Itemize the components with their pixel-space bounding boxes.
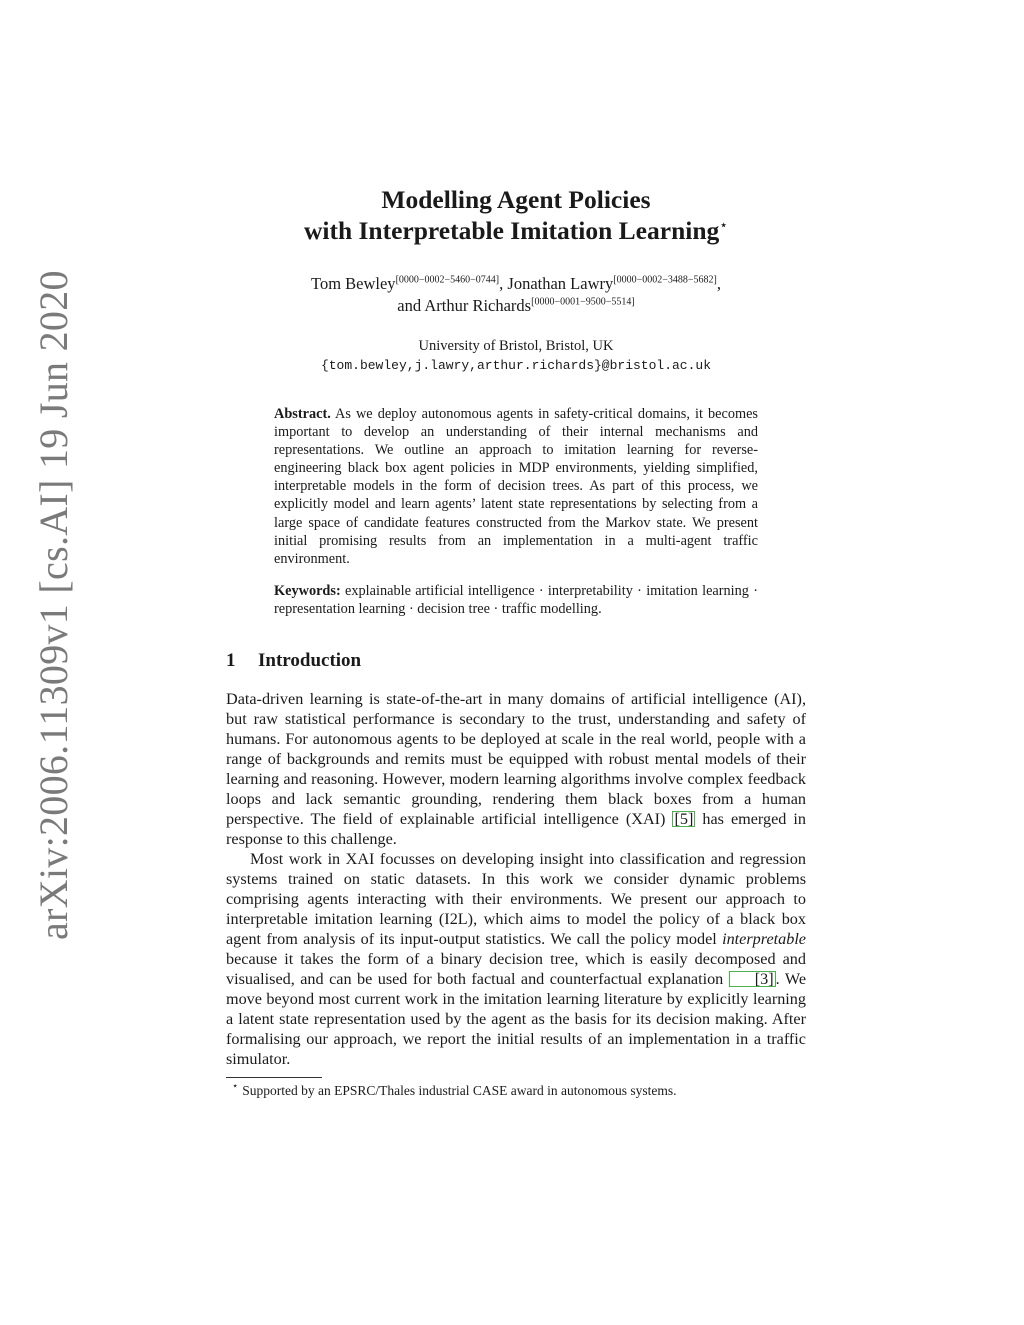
footnote-mark: ⋆ [232,1081,239,1093]
footnote-divider [226,1077,322,1078]
affiliation-block [226,337,806,375]
abstract-label: Abstract. [274,406,331,422]
title-line-2: with Interpretable Imitation Learning [303,216,720,245]
introduction-body [226,689,806,1069]
section-title: Introduction [258,649,362,671]
author-name: Jonathan Lawry [507,274,614,293]
paper-page [226,184,806,1099]
section-number: 1 [226,649,236,671]
keywords [274,582,758,619]
citation-link[interactable]: [3] [729,971,776,987]
abstract [274,405,758,568]
title-footnote-mark: ⋆ [719,218,729,234]
author-emails: {tom.bewley,j.lawry,arthur.richards}@bristol.ac.uk [320,358,712,373]
keywords-text: explainable artificial intelligence · interpretability · imitation learning · representation learning · decision tree · traffic modelling. [274,582,758,618]
paragraph: Data-driven learning is state-of-the-art in many domains of artificial intelligence (AI), but raw statistical performance is secondary to the trust, understanding and safety of humans. For autonomous agents to be deployed at scale in the real world, people with a range of backgrounds and remits must be equipped with robust mental models of their learning and reasoning. However, modern learning algorithms involve complex feedback loops and lack semantic grounding, rendering them black boxes from a human perspective. The field of explainable artificial intelligence (XAI) [5] has emerged in response to this challenge. [226,689,807,848]
title-line-1: Modelling Agent Policies [381,185,651,214]
footnote-text: Supported by an EPSRC/Thales industrial CASE award in autonomous systems. [242,1082,677,1098]
author-orcid: [0000−0002−3488−5682] [613,274,717,286]
author-list: Tom Bewley[0000−0002−5460−0744], Jonathan Lawry[0000−0002−3488−5682], and Arthur Richards[0000−0001−9500−5514] [311,274,721,315]
author-orcid: [0000−0002−5460−0744] [395,274,500,286]
footnote [226,1082,806,1099]
affiliation: University of Bristol, Bristol, UK [418,338,614,354]
paper-title [226,184,806,246]
keywords-label: Keywords: [274,582,341,599]
author-orcid: [0000−0001−9500−5514] [531,296,635,308]
arxiv-identifier: arXiv:2006.11309v1 [cs.AI] 19 Jun 2020 [31,270,76,940]
citation-link[interactable]: [5] [674,809,694,828]
author-name: and Arthur Richards [397,296,532,315]
author-name: Tom Bewley [311,274,396,293]
paragraph: Most work in XAI focusses on developing insight into classification and regression systems trained on static datasets. In this work we consider dynamic problems comprising agents interacting with their environments. We present our approach to interpretable imitation learning (I2L), which aims to model the policy of a black box agent from analysis of its input-output statistics. We call the policy model interpretable because it takes the form of a binary decision tree, which is easily decomposed and visualised, and can be used for both factual and counterfactual explanation [3] . We move beyond most current work in the imitation learning literature by explicitly learning a latent state representation used by the agent as the basis for its decision making. After formalising our approach, we report the initial results of an implementation in a traffic simulator. [226,849,807,1068]
abstract-text: As we deploy autonomous agents in safety-critical domains, it becomes important to develop an understanding of their internal mechanisms and representations. We outline an approach to imitation learning for reverse-engineering black box agent policies in MDP environments, yielding simplified, interpretable models in the form of decision trees. As part of this process, we explicitly model and learn agents’ latent state representations by selecting from a large space of candidate features constructed from the Markov state. We present initial promising results from an implementation in a multi-agent traffic environment. [274,406,758,567]
emphasis: interpretable [722,929,806,948]
section-heading [226,649,806,673]
